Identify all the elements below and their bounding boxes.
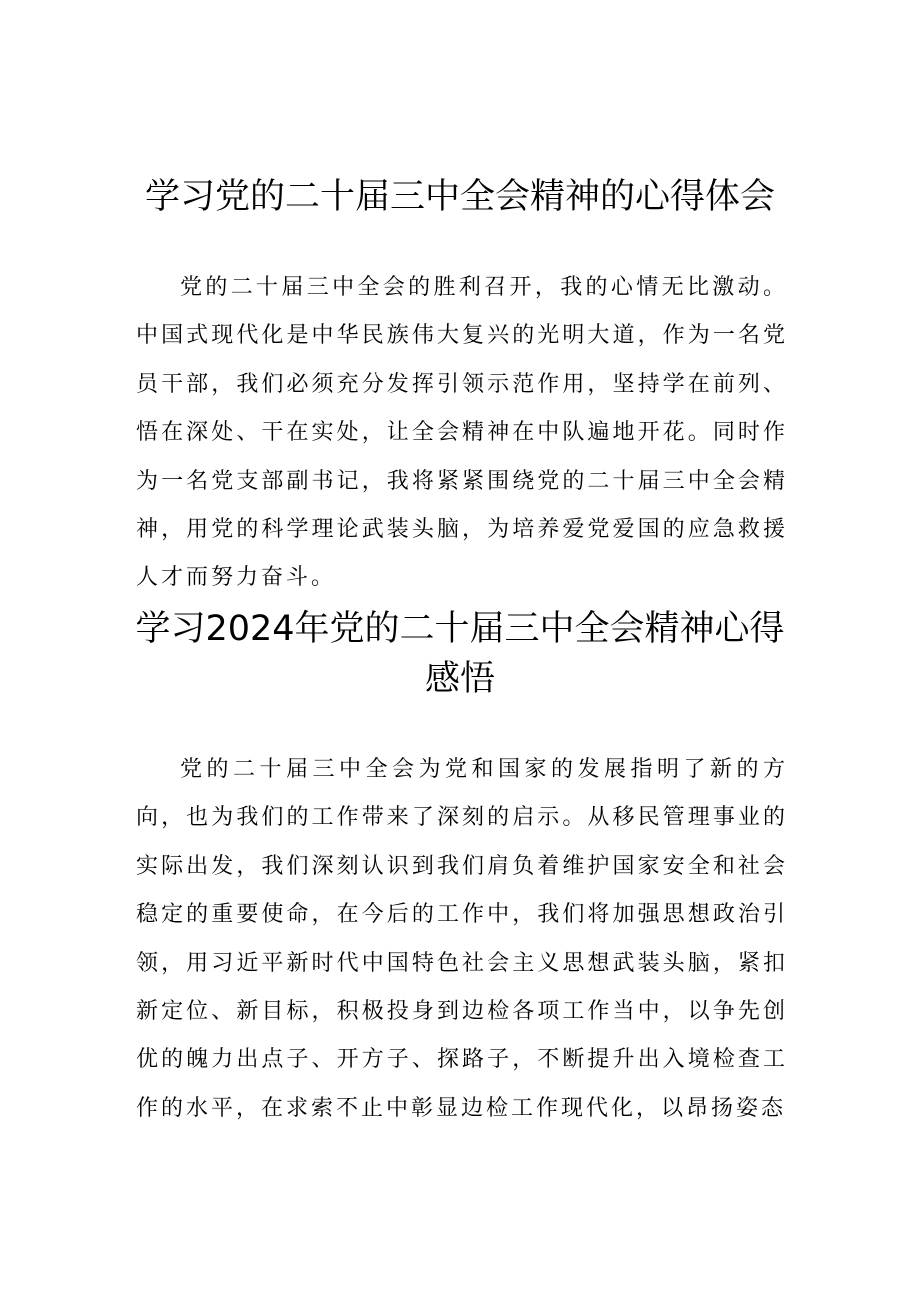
section-1-title: 学习党的二十届三中全会精神的心得体会 — [144, 177, 775, 217]
section-1-body: 党的二十届三中全会的胜利召开，我的心情无比激动。中国式现代化是中华民族伟大复兴的光明大道，作为一名党员干部，我们必须充分发挥引领示范作用，坚持学在前列、悟在深处、干在实处，让全会精神在中队遍地开花。同时作为一名党支部副书记，我将紧紧围绕党的二十届三中全会精神，用党的科学理论武装头脑，为培养爱党爱国的应急救援人才而努力奋斗。 — [136, 275, 788, 591]
section-2-body: 党的二十届三中全会为党和国家的发展指明了新的方向，也为我们的工作带来了深刻的启示。从移民管理事业的实际出发，我们深刻认识到我们肩负着维护国家安全和社会稳定的重要使命，在今后的工作中，我们将加强思想政治引领，用习近平新时代中国特色社会主义思想武装头脑，紧扣新定位、新目标，积极投身到边检各项工作当中，以争先创优的魄力出点子、开方子、探路子，不断提升出入境检查工作的水平，在求索不止中彰显边检工作现代化，以昂扬姿态 — [136, 757, 788, 1121]
section-2-title: 学习2024年党的二十届三中全会精神心得感悟 — [135, 609, 785, 699]
